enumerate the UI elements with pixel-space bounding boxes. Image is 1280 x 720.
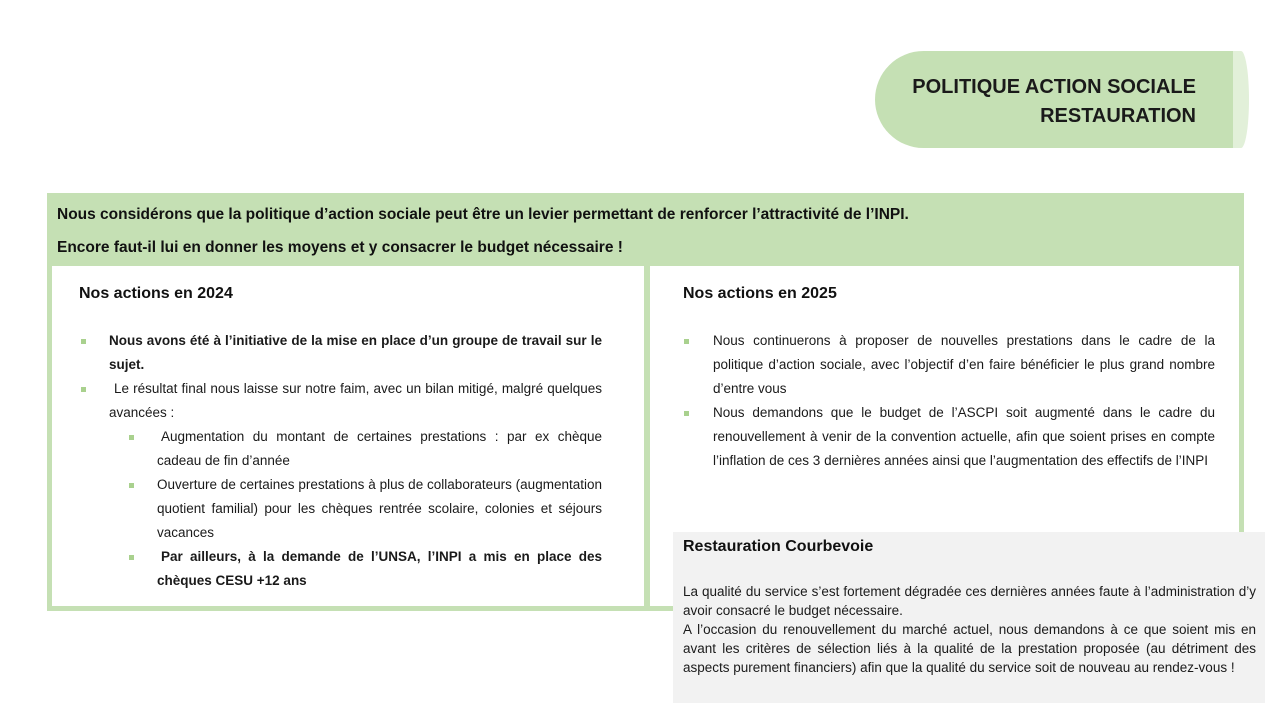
list-item-text: Nous demandons que le budget de l’ASCPI soit augmenté dans le cadre du renouvellement à venir de la convention actuelle, afin que soient prises en compte l’inflation de ces 3 dernières années ainsi que l’augmentation des effectifs de l’INPI xyxy=(713,405,1215,468)
list-item-text: Ouverture de certaines prestations à plus de collaborateurs (augmentation quotient familial) pour les chèques rentrée scolaire, colonies et séjours vacances xyxy=(157,477,602,540)
list-item-text: Augmentation du montant de certaines prestations : par ex chèque cadeau de fin d’année xyxy=(157,429,602,468)
intro-line-2: Encore faut-il lui en donner les moyens et y consacrer le budget nécessaire ! xyxy=(57,239,623,256)
restauration-paragraph-2: A l’occasion du renouvellement du marché actuel, nous demandons à ce que soient mis en avant les critères de sélection liés à la qualité de la prestation proposée (au détriment des aspects purement financiers) afin que la qualité du service soit de nouveau au rendez-vous ! xyxy=(683,622,1256,675)
bullet-icon xyxy=(129,555,134,560)
page-title-line2: RESTAURATION xyxy=(1040,105,1196,127)
list-item-text: Nous continuerons à proposer de nouvelles prestations dans le cadre de la politique d’action sociale, avec l’objectif d’en faire bénéficier le plus grand nombre d’entre vous xyxy=(713,333,1215,396)
list-item xyxy=(713,401,1215,473)
bullet-icon xyxy=(129,483,134,488)
list-item-text: Nous avons été à l’initiative de la mise en place d’un groupe de travail sur le sujet. xyxy=(109,333,602,372)
bullet-icon xyxy=(81,339,86,344)
restauration-paragraph-1: La qualité du service s’est fortement dégradée ces dernières années faute à l’administration d’y avoir consacré le budget nécessaire. xyxy=(683,584,1256,618)
page-title-line1: POLITIQUE ACTION SOCIALE xyxy=(912,76,1196,98)
bullet-icon xyxy=(684,411,689,416)
list-item xyxy=(109,329,602,377)
list-item-text: Le résultat final nous laisse sur notre faim, avec un bilan mitigé, malgré quelques avancées : xyxy=(109,381,602,420)
title-banner xyxy=(875,51,1241,148)
actions-2024-sublist xyxy=(157,425,602,593)
title-banner-cap xyxy=(1233,51,1249,148)
list-item xyxy=(157,545,602,593)
bullet-icon xyxy=(684,339,689,344)
page-title xyxy=(912,73,1196,131)
actions-2025-list xyxy=(713,329,1215,473)
list-item xyxy=(157,473,602,545)
bullet-icon xyxy=(129,435,134,440)
restauration-box xyxy=(673,532,1265,703)
list-item xyxy=(157,425,602,473)
list-item-text: Par ailleurs, à la demande de l’UNSA, l’INPI a mis en place des chèques CESU +12 ans xyxy=(157,549,602,588)
restauration-body xyxy=(683,582,1256,677)
list-item xyxy=(713,329,1215,401)
actions-2024-list xyxy=(109,329,602,425)
restauration-heading: Restauration Courbevoie xyxy=(683,538,874,555)
intro-line-1: Nous considérons que la politique d’action sociale peut être un levier permettant de renforcer l’attractivité de l’INPI. xyxy=(57,206,909,223)
actions-2024-panel xyxy=(52,266,644,606)
actions-2024-heading: Nos actions en 2024 xyxy=(79,285,233,302)
list-item xyxy=(109,377,602,425)
bullet-icon xyxy=(81,387,86,392)
actions-2025-heading: Nos actions en 2025 xyxy=(683,285,837,302)
